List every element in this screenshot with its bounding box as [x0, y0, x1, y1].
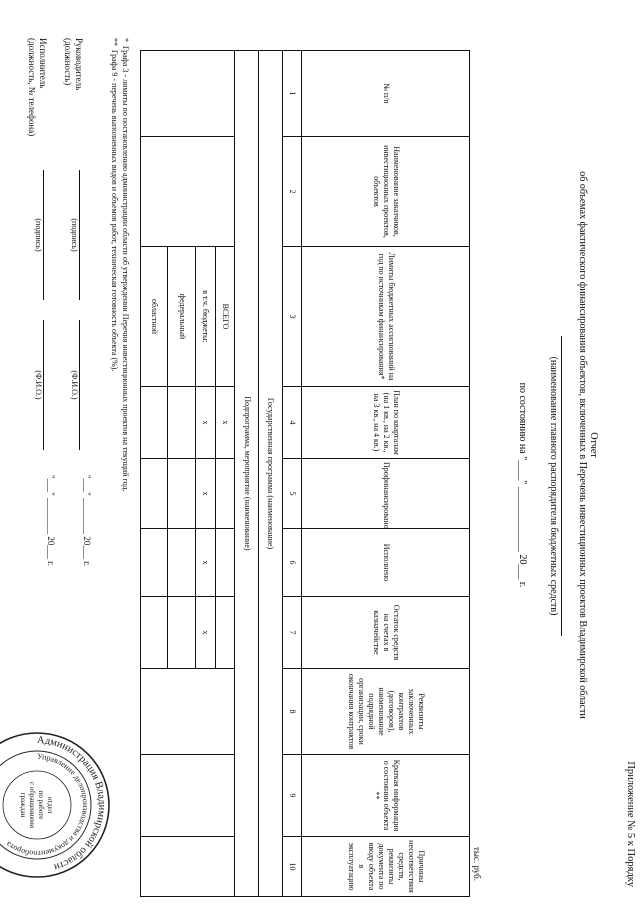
subprogram-label: Подпрограмма, мероприятие (наименование) — [235, 51, 259, 897]
mark-cell: х — [215, 387, 235, 459]
table-row — [215, 51, 235, 897]
column-number-row — [282, 51, 302, 897]
col-header: Профинансировано — [302, 459, 470, 529]
signature-caption: (подпись) — [34, 218, 43, 252]
exec-label: Исполнитель — [38, 38, 48, 89]
row-regional-label: областной — [141, 247, 168, 387]
head-position-caption: (должность) — [63, 38, 73, 86]
col-number: 4 — [282, 387, 302, 459]
head-date: "___" ________ 20___ г. — [82, 475, 92, 567]
stamp-ring-text: Администрация Владимирской области — [36, 734, 108, 873]
col-number: 6 — [282, 529, 302, 597]
state-program-row — [258, 51, 282, 897]
head-label: Руководитель — [74, 38, 84, 91]
mark-cell: х — [195, 387, 215, 459]
col-number: 10 — [282, 837, 302, 897]
col-header: Причины несоответствия средств, реквизиты документа по вводу объекта в эксплуатацию — [302, 837, 470, 897]
svg-text:по работе: по работе — [37, 790, 45, 820]
name-caption: (Ф.И.О.) — [34, 370, 43, 400]
col-header: Исполнено — [302, 529, 470, 597]
exec-signature-block — [26, 38, 48, 136]
col-number: 8 — [282, 669, 302, 755]
org-caption: (наименование главного распорядителя бюджетных средств) — [548, 336, 562, 636]
row-federal-label: федеральный — [168, 247, 195, 387]
report-title: Отчет — [588, 432, 599, 458]
col-number: 1 — [282, 51, 302, 137]
row-incl-label: в т.ч. бюджеты: — [195, 247, 215, 387]
col-header: Реквизиты заключенных контрактов (договоров), наименование подрядной организации, сроки окончания контрактов — [302, 669, 470, 755]
state-program-label: Государственная программа (наименование) — [258, 51, 282, 897]
currency-label: тыс. руб. — [472, 846, 482, 881]
mark-cell: х — [195, 459, 215, 529]
name-caption: (Ф.И.О.) — [70, 370, 79, 400]
subprogram-row — [235, 51, 259, 897]
footnote-2: ** Графа 9 - перечень выполненных видов и объемов работ, техническая готовность объекта (%). — [110, 38, 119, 372]
head-signature-block — [62, 38, 84, 90]
report-table — [140, 50, 470, 897]
col-header: Лимиты бюджетных ассигнований на год по источникам финансирования* — [302, 247, 470, 387]
table-header-row — [302, 51, 470, 897]
svg-text:с обращениями: с обращениями — [28, 782, 36, 828]
as-of-date: по состоянию на "____" _____________ 20___ г. — [517, 382, 528, 588]
svg-text:отдел: отдел — [46, 796, 54, 814]
appendix-label: Приложение № 5 к Порядку — [625, 761, 636, 887]
official-stamp — [0, 730, 112, 880]
mark-cell: х — [195, 597, 215, 669]
signature-caption: (подпись) — [70, 218, 79, 252]
mark-cell: х — [195, 529, 215, 597]
col-number: 9 — [282, 755, 302, 837]
col-header: Наименование заказчиков, инвестиционных проектов, объектов — [302, 137, 470, 247]
col-header: № п/п — [302, 51, 470, 137]
col-number: 3 — [282, 247, 302, 387]
report-subtitle: об объемах фактического финансирования объектов, включенных в Перечень инвестиционных проектов Владимирской области — [577, 171, 588, 719]
svg-text:граждан: граждан — [19, 792, 27, 818]
exec-date: "___" ________ 20___ г. — [46, 475, 56, 567]
col-number: 7 — [282, 597, 302, 669]
footnote-1: * Графа 3 - лимиты по постановлению администрации области об утверждении Перечня инвестиционных проектов на текущий год. — [121, 38, 130, 492]
col-header: План по кварталам (на 1 кв., на 2 кв., на 3 кв., на 4 кв.) — [302, 387, 470, 459]
row-total-label: ВСЕГО — [215, 247, 235, 387]
stamp-inner-text: Управление делопроизводства и документооборота — [4, 751, 91, 859]
col-number: 5 — [282, 459, 302, 529]
exec-position-caption: (должность, № телефона) — [27, 38, 37, 137]
col-header: Краткая информация о состоянии объекта ** — [302, 755, 470, 837]
col-number: 2 — [282, 137, 302, 247]
col-header: Остаток средств на счетах в казначействе — [302, 597, 470, 669]
